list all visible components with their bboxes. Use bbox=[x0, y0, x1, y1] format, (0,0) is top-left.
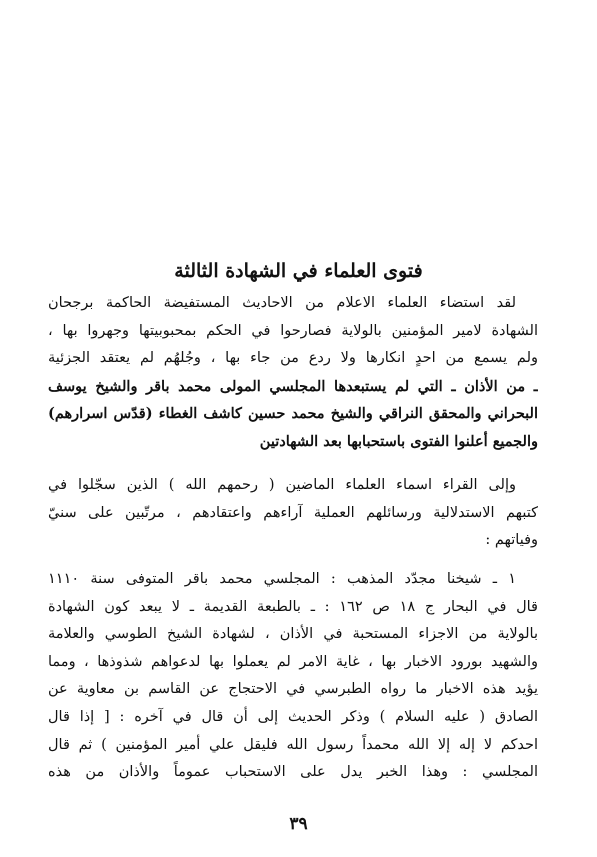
paragraph-line: يؤيد هذه الاخبار ما رواه الطبرسي في الاحتجاج عن القاسم بن معاوية عن bbox=[48, 681, 538, 698]
paragraph-line: المجلسي : وهذا الخبر يدل على الاستحباب عموماً والأذان من هذه bbox=[48, 764, 538, 781]
paragraph-line: وفياتهم : bbox=[485, 532, 538, 549]
paragraph-line: كتبهم الاستدلالية ورسائلهم العملية آراءهم واعتقادهم ، مرتّبين على سنيّ bbox=[48, 504, 538, 521]
paragraph-line-bold: والجميع أعلنوا الفتوى باستحبابها بعد الشهادتين bbox=[259, 432, 538, 450]
paragraph-line: الشهادة لامير المؤمنين بالولاية فصارحوا في الحكم بمحبوبيتها وجهروا بها ، bbox=[48, 322, 538, 339]
page-number: ٣٩ bbox=[289, 814, 308, 834]
paragraph-line: وإلى القراء اسماء العلماء الماضين ( رحمهم الله ) الذين سجّلوا في bbox=[48, 477, 516, 493]
paragraph-line: احدكم لا إله إلا الله محمداً رسول الله فليقل علي أمير المؤمنين ) ثم قال bbox=[48, 736, 538, 753]
paragraph-line: الصادق ( عليه السلام ) وذكر الحديث إلى أن قال في آخره : [ إذا قال bbox=[48, 708, 538, 725]
paragraph-line-bold: البحراني والمحقق النراقي والشيخ محمد حسين كاشف الغطاء (قدّس اسرارهم) bbox=[48, 405, 538, 423]
paragraph-line: بالولاية من الاجزاء المستحبة في الأذان ، لشهادة الشيخ الطوسي والعلامة bbox=[48, 626, 538, 643]
paragraph-line: قال في البحار ج ١٨ ص ١٦٢ : ـ بالطبعة القديمة ـ لا يبعد كون الشهادة bbox=[48, 598, 538, 615]
paragraph-scholars-list-intro bbox=[48, 472, 538, 555]
paragraph-line: ١ ـ شيخنا مجدّد المذهب : المجلسي محمد باقر المتوفى سنة ١١١٠ bbox=[48, 571, 516, 587]
section-title: فتوى العلماء في الشهادة الثالثة bbox=[174, 260, 423, 282]
paragraph-fatwa-intro bbox=[48, 290, 538, 456]
paragraph-majlisi-entry bbox=[48, 566, 538, 787]
paragraph-line: والشهيد بورود الاخبار بها ، غاية الامر لم يعملوا بها لدعواهم شذوذها ، ومما bbox=[48, 653, 538, 670]
paragraph-line: لقد استضاء العلماء الاعلام من الاحاديث المستفيضة الحاكمة برجحان bbox=[48, 295, 516, 311]
paragraph-line-bold: ـ من الأذان ـ التي لم يستبعدها المجلسي المولى محمد باقر والشيخ يوسف bbox=[48, 377, 538, 395]
paragraph-line: ولم يسمع من احدٍ انكارها ولا ردع من جاء بها ، وجُلهُم لم يعتقد الجزئية bbox=[48, 350, 538, 367]
